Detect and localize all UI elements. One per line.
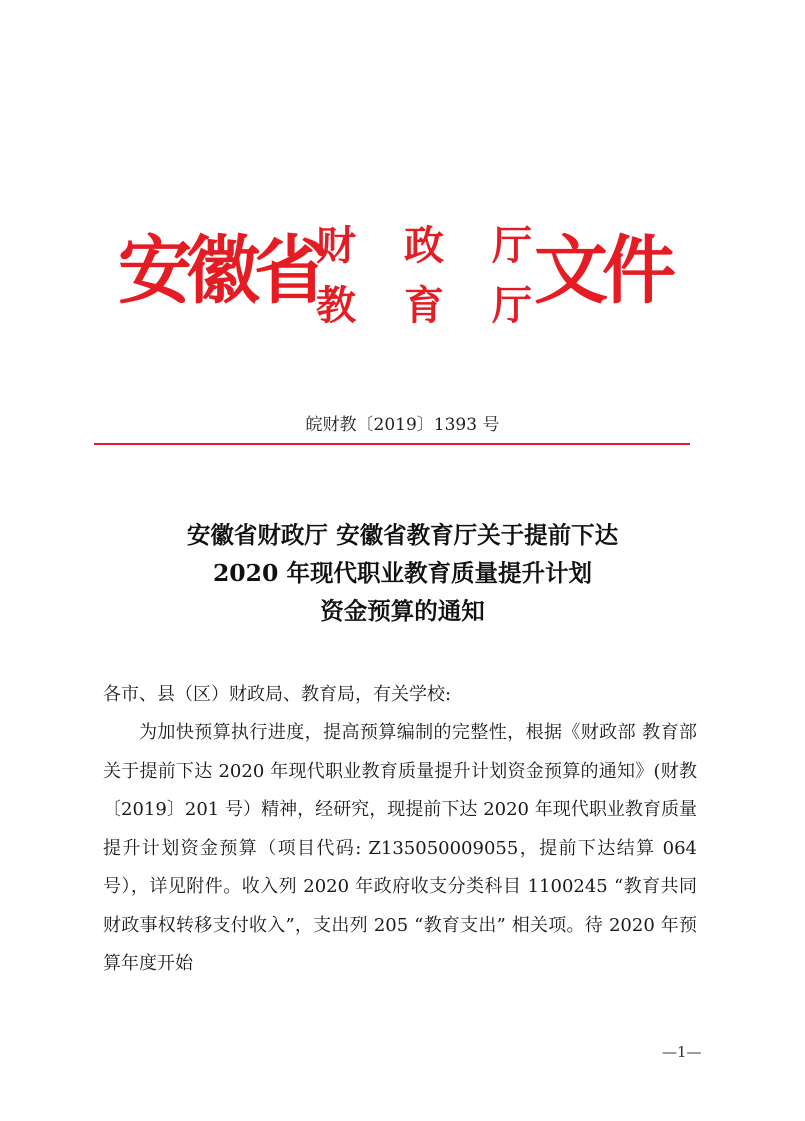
salutation: 各市、县（区）财政局、教育局，有关学校:: [103, 684, 452, 705]
document-title: [0, 516, 805, 630]
document-header: [118, 224, 678, 344]
document-number: 皖财教〔2019〕1393 号: [305, 415, 500, 435]
department-char: 厅: [492, 222, 532, 269]
department-char: 教: [316, 282, 356, 329]
department-char: 政: [404, 222, 444, 269]
department-education: [316, 282, 532, 329]
red-divider: [94, 443, 690, 445]
body-paragraph: 为加快预算执行进度，提高预算编制的完整性，根据《财政部 教育部关于提前下达 2020 年现代职业教育质量提升计划资金预算的通知》(财教〔2019〕201 号）精神，经研究，现提前下达 2020 年现代职业教育质量提升计划资金预算（项目代码: Z135050009055，提前下达结算 064 号），详见附件。收入列 2020 年政府收支分类科目 1100245 “教育共同财政事权转移支付收入”，支出列 205 “教育支出” 相关项。待 2020 年预算年度开始: [103, 722, 697, 974]
page-number: —1—: [662, 1043, 702, 1061]
document-body: [103, 676, 697, 984]
department-char: 育: [404, 282, 444, 329]
department-finance: [316, 222, 532, 269]
title-line: 2020 年现代职业教育质量提升计划: [212, 559, 593, 587]
issuer-province: 安徽省: [118, 228, 322, 314]
title-line: 资金预算的通知: [320, 597, 485, 625]
document-word: 文件: [534, 228, 670, 314]
department-char: 厅: [492, 282, 532, 329]
department-char: 财: [316, 222, 356, 269]
issuer-departments: [316, 222, 532, 329]
title-line: 安徽省财政厅 安徽省教育厅关于提前下达: [186, 521, 619, 549]
